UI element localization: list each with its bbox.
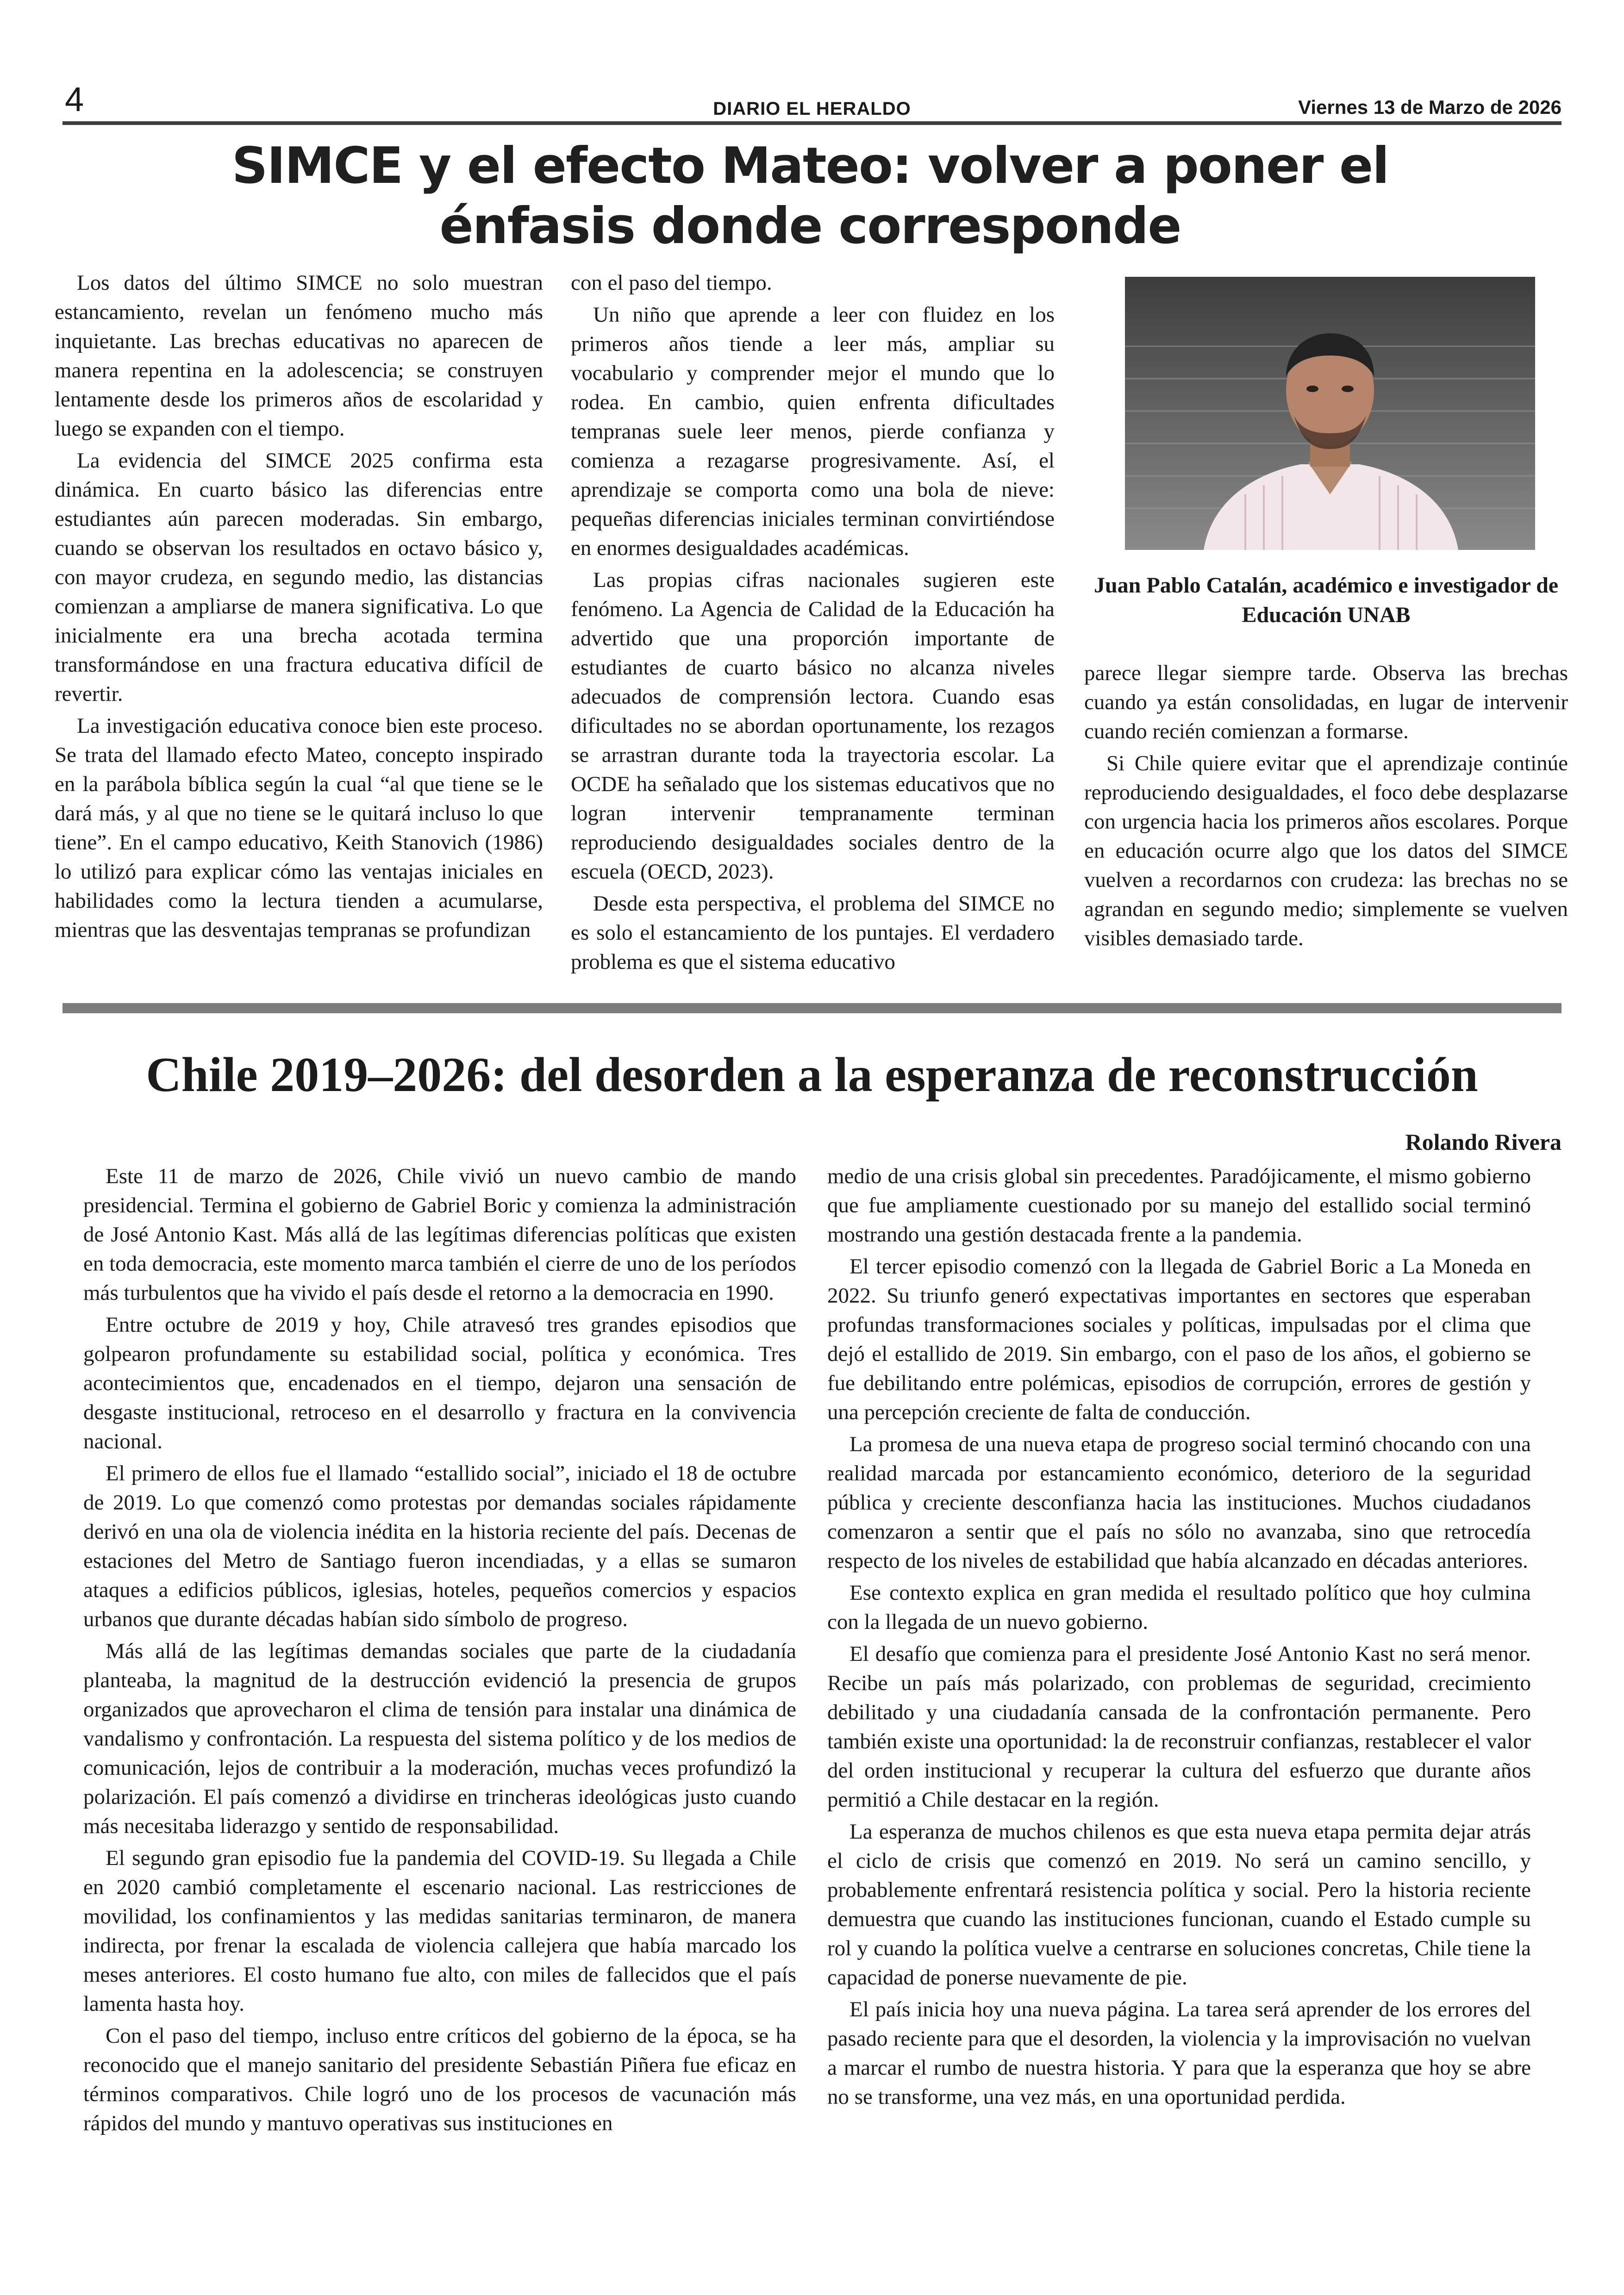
paragraph: La investigación educativa conoce bien este proceso. Se trata del llamado efecto Mateo, concepto inspirado en la parábola bíblica según la cual “al que tiene se le dará más, y al que no tiene se le quitará incluso lo que tiene”. En el campo educativo, Keith Stanovich (1986) lo utilizó para explicar cómo las ventajas iniciales en habilidades como la lectura tienden a acumularse, mientras que las desventajas tempranas se profundizan [55, 714, 543, 942]
article-2-column-1 [83, 1162, 796, 2138]
article-2-column-2 [827, 1162, 1531, 2112]
paragraph: La promesa de una nueva etapa de progreso social terminó chocando con una realidad marcada por estancamiento económico, deterioro de la seguridad pública y creciente desconfianza hacia las instituciones. Muchos ciudadanos comenzaron a sentir que el país no sólo no avanzaba, sino que retrocedía respecto de los niveles de estabilidad que había alcanzado en décadas anteriores. [827, 1432, 1531, 1573]
paragraph: La esperanza de muchos chilenos es que esta nueva etapa permita dejar atrás el ciclo de crisis que comenzó en 2019. No será un camino sencillo, y probablemente enfrentará resistencia política y social. Pero la historia reciente demuestra que cuando las instituciones funcionan, cuando el Estado cumple su rol y cuando la política vuelve a centrarse en soluciones concretas, Chile tiene la capacidad de ponerse nuevamente de pie. [827, 1820, 1531, 1989]
paragraph: Las propias cifras nacionales sugieren este fenómeno. La Agencia de Calidad de la Educación ha advertido que una proporción importante de estudiantes de cuarto básico no alcanza niveles adecuados de comprensión lectora. Cuando esas dificultades no se abordan oportunamente, los rezagos se arrastran durante toda la trayectoria escolar. La OCDE ha señalado que los sistemas educativos que no logran intervenir tempranamente terminan reproduciendo desigualdades sociales dentro de la escuela (OECD, 2023). [571, 568, 1055, 884]
paragraph: Con el paso del tiempo, incluso entre críticos del gobierno de la época, se ha reconocido que el manejo sanitario del presidente Sebastián Piñera fue eficaz en términos comparativos. Chile logró uno de los procesos de vacunación más rápidos del mundo y mantuvo operativas sus instituciones en [83, 2024, 796, 2135]
author-portrait-image [1125, 277, 1535, 550]
paragraph: Si Chile quiere evitar que el aprendizaje continúe reproduciendo desigualdades, el foco debe desplazarse con urgencia hacia los primeros años escolares. Porque en educación ocurre algo que los datos del SIMCE vuelven a recordarnos con crudeza: las brechas no se agrandan en segundo medio; simplemente se vuelven visibles demasiado tarde. [1084, 751, 1568, 950]
author-photo [1125, 277, 1535, 550]
paragraph: Más allá de las legítimas demandas sociales que parte de la ciudadanía planteaba, la magnitud de la destrucción evidenció la presencia de grupos organizados que aprovecharon el clima de tensión para instalar una dinámica de vandalismo y confrontación. La respuesta del sistema político y de los medios de comunicación, lejos de contribuir a la moderación, muchas veces profundizó la polarización. El país comenzó a dividirse en trincheras ideológicas justo cuando más necesitaba liderazgo y sentido de responsabilidad. [83, 1639, 796, 1838]
paragraph: El tercer episodio comenzó con la llegada de Gabriel Boric a La Moneda en 2022. Su triunfo generó expectativas importantes en sectores que esperaban profundas transformaciones sociales y políticas, impulsadas por el clima que dejó el estallido de 2019. Sin embargo, con el paso de los años, el gobierno se fue debilitando entre polémicas, episodios de corrupción, errores de gestión y una percepción creciente de falta de conducción. [827, 1254, 1531, 1424]
paragraph-continuation: medio de una crisis global sin precedentes. Paradójicamente, el mismo gobierno que fue ampliamente cuestionado por su manejo del estallido social terminó mostrando una gestión destacada frente a la pandemia. [827, 1164, 1531, 1247]
article-1-column-2 [571, 268, 1055, 977]
section-divider [62, 1003, 1562, 1013]
article-2-title: Chile 2019–2026: del desorden a la esperanza de reconstrucción [146, 1048, 1478, 1102]
paragraph-continuation: parece llegar siempre tarde. Observa las brechas cuando ya están consolidadas, en lugar de intervenir cuando recién comienzan a formarse. [1084, 661, 1568, 743]
page-number: 4 [65, 80, 84, 118]
paragraph: Este 11 de marzo de 2026, Chile vivió un nuevo cambio de mando presidencial. Termina el gobierno de Gabriel Boric y comienza la administración de José Antonio Kast. Más allá de las legítimas diferencias políticas que existen en toda democracia, este momento marca también el cierre de uno de los períodos más turbulentos que ha vivido el país desde el retorno a la democracia en 1990. [83, 1164, 796, 1305]
paragraph: Desde esta perspectiva, el problema del SIMCE no es solo el estancamiento de los puntajes. El verdadero problema es que el sistema educativo [571, 892, 1055, 974]
paragraph: El segundo gran episodio fue la pandemia del COVID-19. Su llegada a Chile en 2020 cambió completamente el escenario nacional. Las restricciones de movilidad, los confinamientos y las medidas sanitarias terminaron, de manera indirecta, por frenar la escalada de violencia callejera que había marcado los meses anteriores. El costo humano fue alto, con miles de fallecidos que el país lamenta hasta hoy. [83, 1846, 796, 2016]
photo-caption: Juan Pablo Catalán, académico e investigador de Educación UNAB [1093, 573, 1559, 627]
paragraph: Los datos del último SIMCE no solo muestran estancamiento, revelan un fenómeno mucho más inquietante. Las brechas educativas no aparecen de manera repentina en la adolescencia; se construyen lentamente desde los primeros años de escolaridad y luego se expanden con el tiempo. [55, 271, 543, 441]
author-byline: Rolando Rivera [1405, 1129, 1562, 1155]
paragraph: Entre octubre de 2019 y hoy, Chile atravesó tres grandes episodios que golpearon profundamente su estabilidad social, política y económica. Tres acontecimientos que, encadenados en el tiempo, dejaron una sensación de desgaste institucional, retroceso en el desarrollo y fractura en la convivencia nacional. [83, 1313, 796, 1453]
newspaper-name: DIARIO EL HERALDO [713, 99, 911, 119]
paragraph: El desafío que comienza para el presidente José Antonio Kast no será menor. Recibe un país más polarizado, con problemas de seguridad, crecimiento debilitado y una ciudadanía cansada de la confrontación permanente. Pero también existe una oportunidad: la de reconstruir confianzas, restablecer el valor del orden institucional y recuperar la cultura del esfuerzo que durante años permitió a Chile destacar en la región. [827, 1642, 1531, 1812]
article-1-title: SIMCE y el efecto Mateo: volver a poner el énfasis donde corresponde [231, 137, 1389, 255]
paragraph: El primero de ellos fue el llamado “estallido social”, iniciado el 18 de octubre de 2019. Lo que comenzó como protestas por demandas sociales rápidamente derivó en una ola de violencia inédita en la historia reciente del país. Decenas de estaciones del Metro de Santiago fueron incendiadas, y a ellas se sumaron ataques a edificios públicos, iglesias, hoteles, pequeños comercios y espacios urbanos que durante décadas habían sido símbolo de progreso. [83, 1461, 796, 1631]
paragraph: La evidencia del SIMCE 2025 confirma esta dinámica. En cuarto básico las diferencias entre estudiantes aún parecen moderadas. Sin embargo, cuando se observan los resultados en octavo básico y, con mayor crudeza, en segundo medio, las distancias comienzan a ampliarse de manera significativa. Lo que inicialmente era una brecha acotada termina transformándose en una fractura educativa difícil de revertir. [55, 449, 543, 706]
paragraph-continuation: con el paso del tiempo. [571, 271, 772, 295]
paragraph: Ese contexto explica en gran medida el resultado político que hoy culmina con la llegada de un nuevo gobierno. [827, 1581, 1531, 1634]
paragraph: Un niño que aprende a leer con fluidez en los primeros años tiende a leer más, ampliar su vocabulario y comprender mejor el mundo que lo rodea. En cambio, quien enfrenta dificultades tempranas suele leer menos, pierde confianza y comienza a rezagarse progresivamente. Así, el aprendizaje se comporta como una bola de nieve: pequeñas diferencias iniciales terminan convirtiéndose en enormes desigualdades académicas. [571, 303, 1055, 560]
article-1-column-1 [55, 268, 543, 945]
header-rule [62, 121, 1562, 125]
article-1-column-3 [1084, 659, 1568, 953]
issue-date: Viernes 13 de Marzo de 2026 [1298, 96, 1562, 118]
paragraph: El país inicia hoy una nueva página. La tarea será aprender de los errores del pasado reciente para que el desorden, la violencia y la improvisación no vuelvan a marcar el rumbo de nuestra historia. Y para que la esperanza que hoy se abre no se transforme, una vez más, en una oportunidad perdida. [827, 1997, 1531, 2109]
